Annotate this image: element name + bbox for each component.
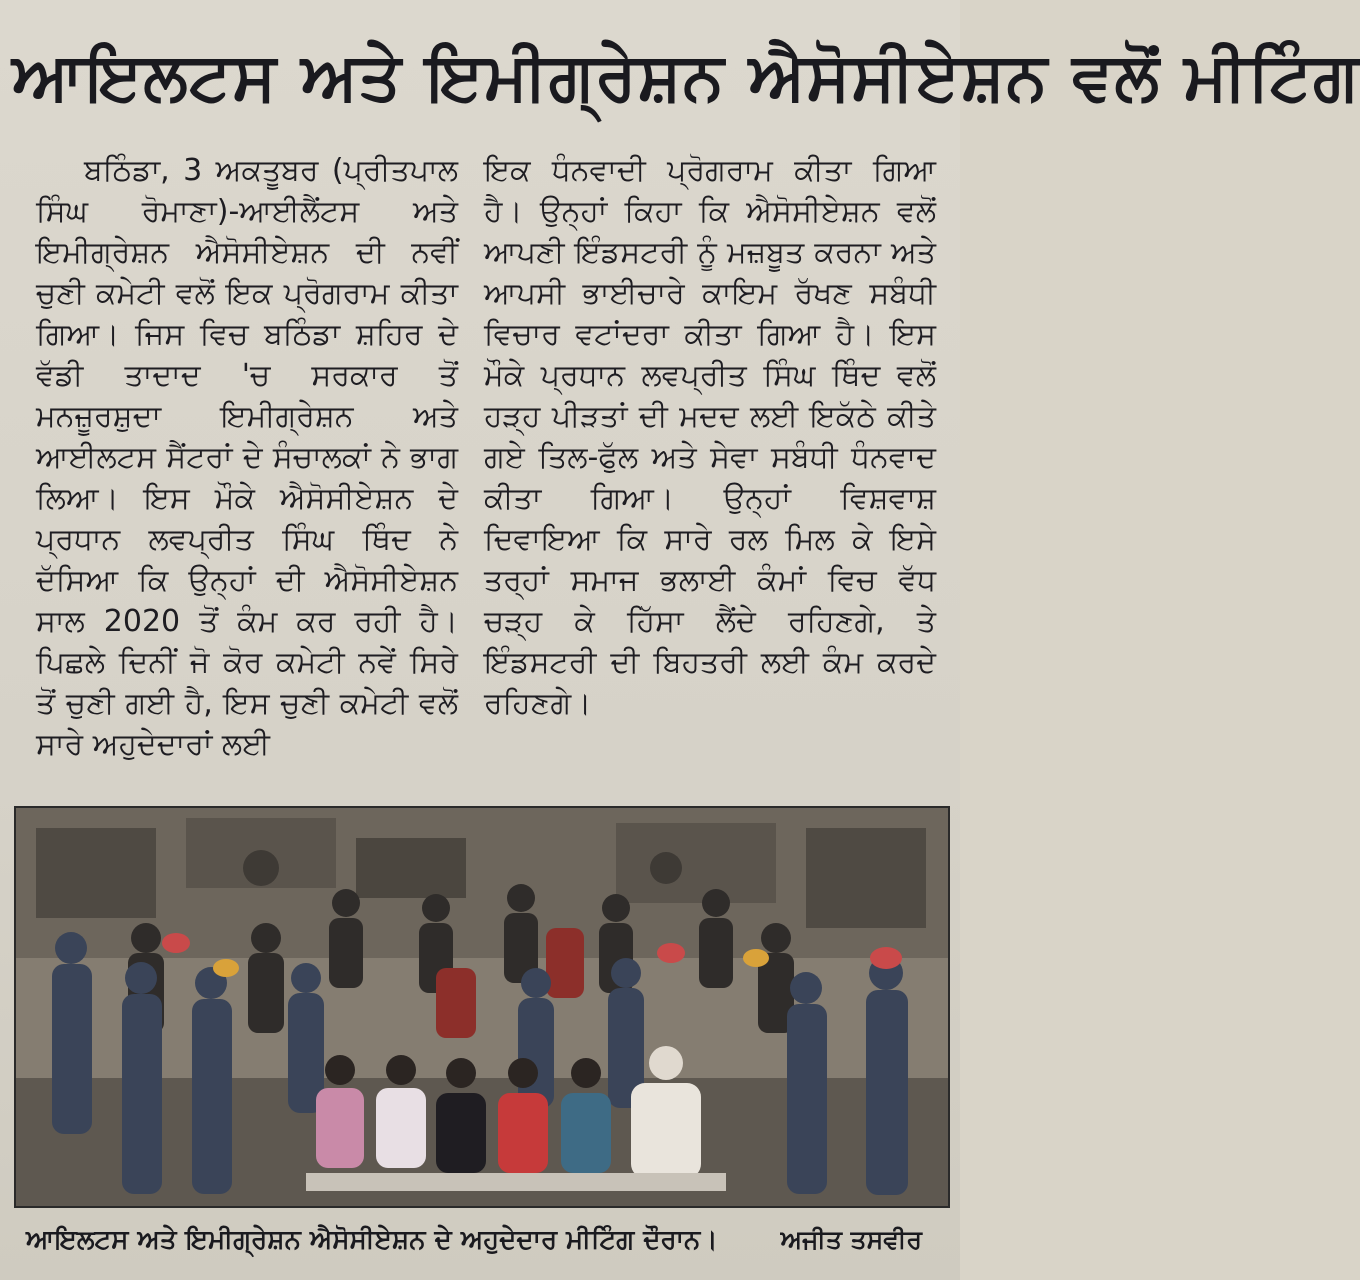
photo-credit: ਅਜੀਤ ਤਸਵੀਰ: [780, 1225, 922, 1254]
article-column-right: [484, 150, 936, 800]
photo-caption: ਆਇਲਟਸ ਅਤੇ ਇਮੀਗ੍ਰੇਸ਼ਨ ਐਸੋਸੀਏਸ਼ਨ ਦੇ ਅਹੁਦੇਦਾਰ ਮੀਟਿੰਗ ਦੌਰਾਨ।: [26, 1225, 718, 1255]
article-column-left: [36, 150, 458, 800]
group-photo-illustration: [16, 808, 948, 1206]
article-paragraph-right: ਇਕ ਧੰਨਵਾਦੀ ਪ੍ਰੋਗਰਾਮ ਕੀਤਾ ਗਿਆ ਹੈ। ਉਨ੍ਹਾਂ ਕਿਹਾ ਕਿ ਐਸੋਸੀਏਸ਼ਨ ਵਲੋਂ ਆਪਣੀ ਇੰਡਸਟਰੀ ਨੂੰ ਮਜ਼ਬੂਤ ਕਰਨਾ ਅਤੇ ਆਪਸੀ ਭਾਈਚਾਰੇ ਕਾਇਮ ਰੱਖਣ ਸਬੰਧੀ ਵਿਚਾਰ ਵਟਾਂਦਰਾ ਕੀਤਾ ਗਿਆ ਹੈ। ਇਸ ਮੌਕੇ ਪ੍ਰਧਾਨ ਲਵਪ੍ਰੀਤ ਸਿੰਘ ਥਿੰਦ ਵਲੋਂ ਹੜ੍ਹ ਪੀੜਤਾਂ ਦੀ ਮਦਦ ਲਈ ਇਕੱਠੇ ਕੀਤੇ ਗਏ ਤਿਲ-ਫੁੱਲ ਅਤੇ ਸੇਵਾ ਸਬੰਧੀ ਧੰਨਵਾਦ ਕੀਤਾ ਗਿਆ। ਉਨ੍ਹਾਂ ਵਿਸ਼ਵਾਸ਼ ਦਿਵਾਇਆ ਕਿ ਸਾਰੇ ਰਲ ਮਿਲ ਕੇ ਇਸੇ ਤਰ੍ਹਾਂ ਸਮਾਜ ਭਲਾਈ ਕੰਮਾਂ ਵਿਚ ਵੱਧ ਚੜ੍ਹ ਕੇ ਹਿੱਸਾ ਲੈਂਦੇ ਰਹਿਣਗੇ, ਤੇ ਇੰਡਸਟਰੀ ਦੀ ਬਿਹਤਰੀ ਲਈ ਕੰਮ ਕਰਦੇ ਰਹਿਣਗੇ।: [484, 153, 936, 721]
group-photo: [14, 806, 950, 1208]
headline: ਆਇਲਟਸ ਅਤੇ ਇਮੀਗ੍ਰੇਸ਼ਨ ਐਸੋਸੀਏਸ਼ਨ ਵਲੋਂ ਮੀਟਿੰਗ: [12, 38, 1360, 115]
article-paragraph-left: ਬਠਿੰਡਾ, 3 ਅਕਤੂਬਰ (ਪ੍ਰੀਤਪਾਲ ਸਿੰਘ ਰੋਮਾਣਾ)-ਆਈਲੈਂਟਸ ਅਤੇ ਇਮੀਗ੍ਰੇਸ਼ਨ ਐਸੋਸੀਏਸ਼ਨ ਦੀ ਨਵੀਂ ਚੁਣੀ ਕਮੇਟੀ ਵਲੋਂ ਇਕ ਪ੍ਰੋਗਰਾਮ ਕੀਤਾ ਗਿਆ। ਜਿਸ ਵਿਚ ਬਠਿੰਡਾ ਸ਼ਹਿਰ ਦੇ ਵੱਡੀ ਤਾਦਾਦ 'ਚ ਸਰਕਾਰ ਤੋਂ ਮਨਜ਼ੂਰਸ਼ੁਦਾ ਇਮੀਗ੍ਰੇਸ਼ਨ ਅਤੇ ਆਈਲਟਸ ਸੈਂਟਰਾਂ ਦੇ ਸੰਚਾਲਕਾਂ ਨੇ ਭਾਗ ਲਿਆ। ਇਸ ਮੌਕੇ ਐਸੋਸੀਏਸ਼ਨ ਦੇ ਪ੍ਰਧਾਨ ਲਵਪ੍ਰੀਤ ਸਿੰਘ ਥਿੰਦ ਨੇ ਦੱਸਿਆ ਕਿ ਉਨ੍ਹਾਂ ਦੀ ਐਸੋਸੀਏਸ਼ਨ ਸਾਲ 2020 ਤੋਂ ਕੰਮ ਕਰ ਰਹੀ ਹੈ। ਪਿਛਲੇ ਦਿਨੀਂ ਜੋ ਕੋਰ ਕਮੇਟੀ ਨਵੇਂ ਸਿਰੇ ਤੋਂ ਚੁਣੀ ਗਈ ਹੈ, ਇਸ ਚੁਣੀ ਕਮੇਟੀ ਵਲੋਂ ਸਾਰੇ ਅਹੁਦੇਦਾਰਾਂ ਲਈ: [36, 153, 458, 762]
